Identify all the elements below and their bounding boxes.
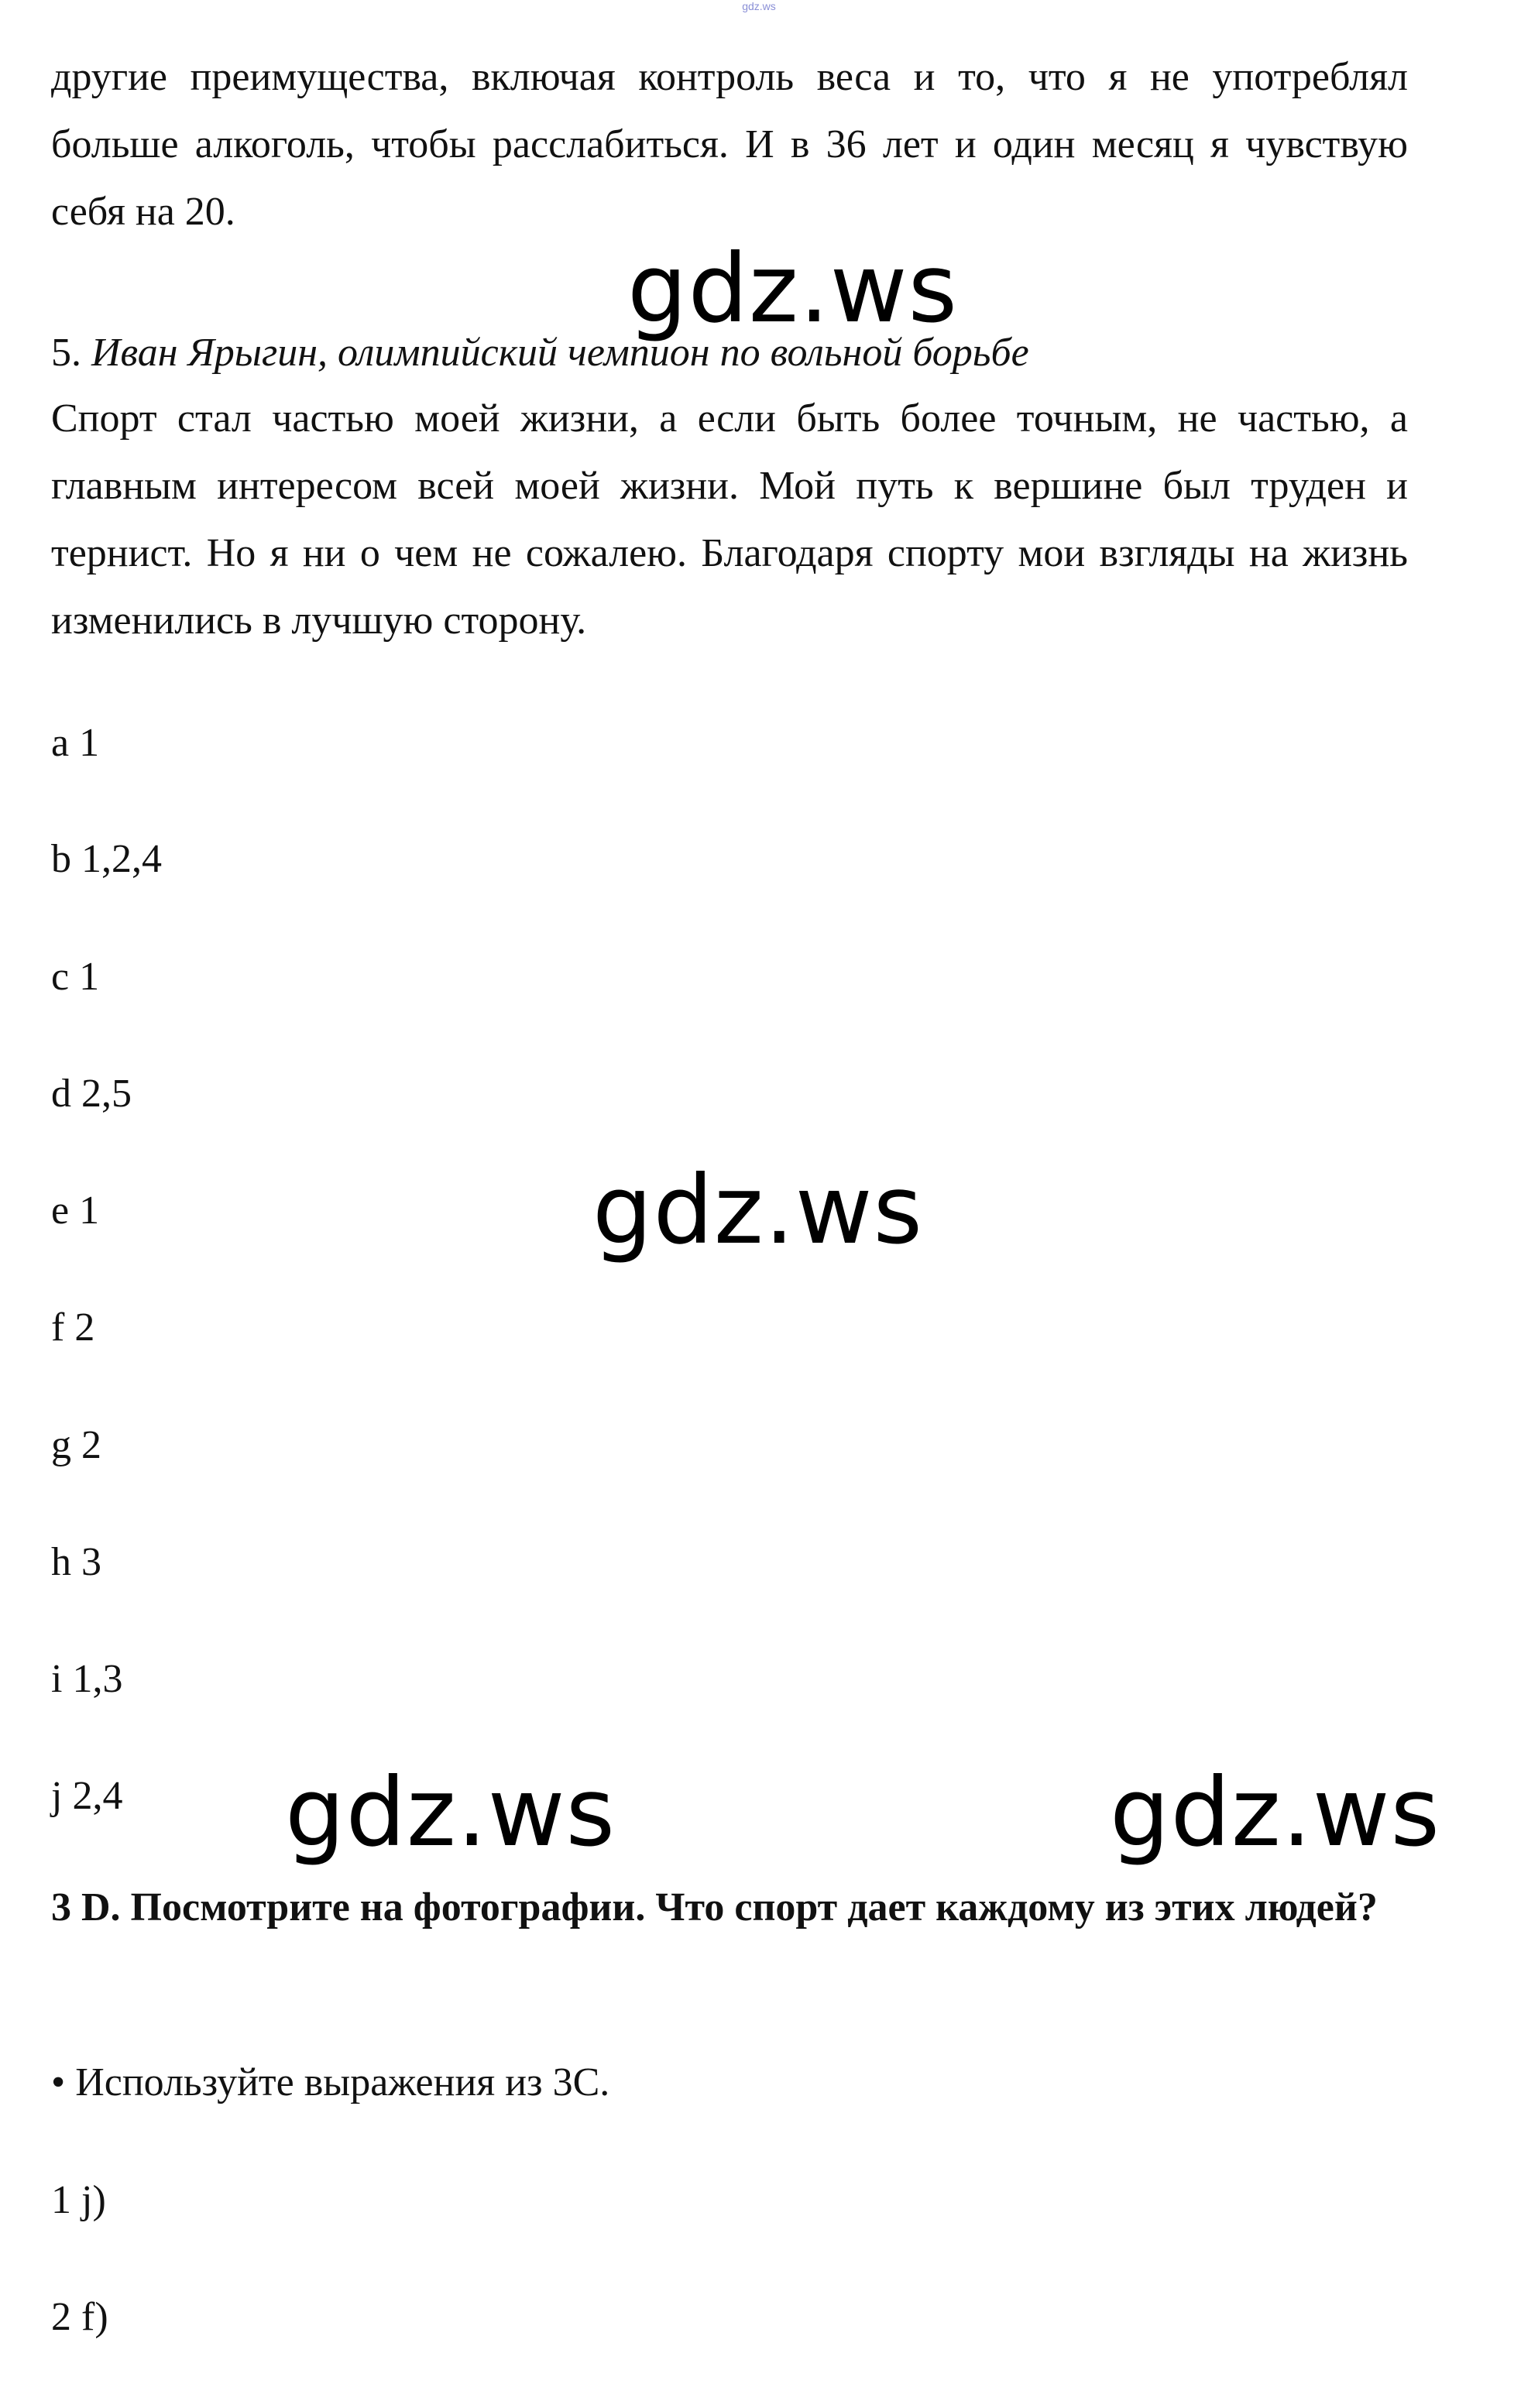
watermark-3: gdz.ws — [285, 1758, 616, 1868]
intro-paragraph: другие преимущества, включая контроль веса и то, что я не употреблял больше алкоголь, чтобы расслабиться. И в 36 лет и один месяц я чувствую себя на 20. — [51, 55, 1408, 234]
top-watermark: gdz.ws — [742, 0, 776, 12]
item-5-heading — [51, 330, 1029, 376]
answer-f: f 2 — [51, 1305, 95, 1350]
task-response-2: 2 f) — [51, 2295, 108, 2339]
item-5-paragraph: Спорт стал частью моей жизни, а если быть более точным, не частью, а главным интересом всей моей жизни. Мой путь к вершине был труден и тернист. Но я ни о чем не сожалею. Благодаря спорту мои взгляды на жизнь изменились в лучшую сторону. — [51, 396, 1408, 643]
answer-c: c 1 — [51, 955, 100, 999]
answer-d: d 2,5 — [51, 1072, 132, 1116]
answer-j: j 2,4 — [51, 1774, 123, 1818]
task-instruction: • Используйте выражения из 3С. — [51, 2060, 610, 2104]
watermark-1: gdz.ws — [627, 234, 959, 344]
watermark-2: gdz.ws — [592, 1155, 924, 1265]
answer-b: b 1,2,4 — [51, 837, 162, 881]
answer-h: h 3 — [51, 1540, 101, 1584]
answer-g: g 2 — [51, 1423, 101, 1467]
watermark-4: gdz.ws — [1110, 1758, 1441, 1868]
item-5-number: 5. — [51, 331, 81, 375]
answer-e: e 1 — [51, 1189, 100, 1233]
task-response-1: 1 j) — [51, 2178, 106, 2222]
answer-i: i 1,3 — [51, 1657, 123, 1701]
item-5-name: Иван Ярыгин, олимпийский чемпион по вольной борьбе — [91, 331, 1029, 375]
task-3d-title: 3 D. Посмотрите на фотографии. Что спорт дает каждому из этих людей? — [51, 1885, 1378, 1929]
answer-a: a 1 — [51, 721, 100, 765]
